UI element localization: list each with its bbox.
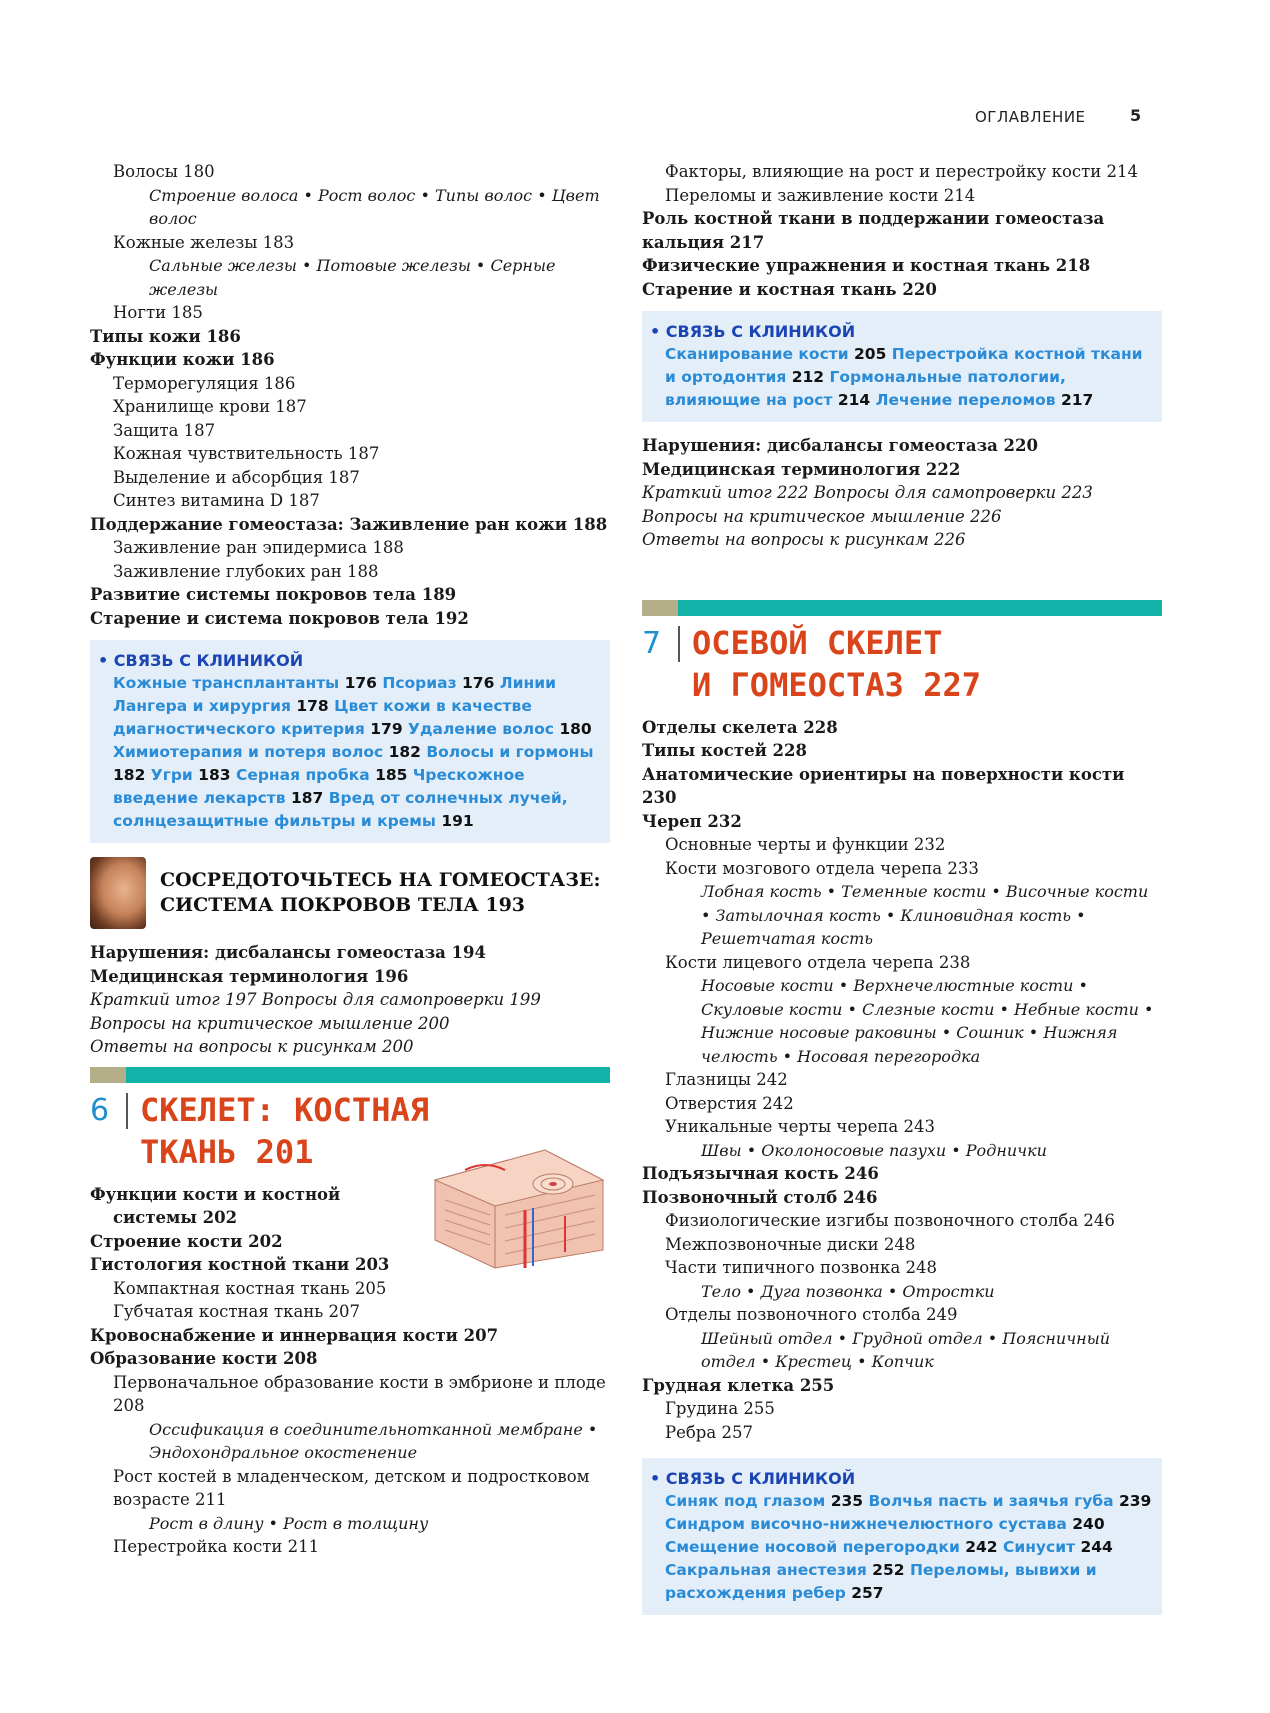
toc-entry: Строение кости 202 <box>90 1231 283 1251</box>
toc-list <box>642 160 1162 301</box>
focus-on-homeostasis <box>90 857 610 929</box>
toc-entry: Хранилище крови 187 <box>113 397 307 416</box>
clinical-connection-items <box>650 1490 1154 1605</box>
toc-entry: Ногти 185 <box>113 303 203 322</box>
clinical-connection-box <box>90 640 610 843</box>
clinical-page: 183 <box>198 766 231 784</box>
toc-entry: Медицинская терминология 222 <box>642 459 961 479</box>
toc-entry: Кости мозгового отдела черепа 233 <box>665 858 979 878</box>
clinical-topic: Синяк под глазом <box>665 1492 831 1510</box>
clinical-topic: Линии Лангера и хирургия <box>113 674 556 715</box>
toc-entry: Уникальные черты черепа 243 <box>665 1117 935 1136</box>
clinical-topic: Синдром височно-нижнечелюстного сустава <box>665 1515 1073 1533</box>
toc-entry: Переломы и заживление кости 214 <box>665 185 976 205</box>
toc-list <box>642 434 1162 552</box>
toc-entry: Функции кости и костной <box>90 1184 341 1204</box>
toc-entry: Развитие системы покровов тела 189 <box>90 585 457 604</box>
toc-entry: Грудная клетка 255 <box>642 1375 835 1395</box>
toc-entry: Факторы, влияющие на рост и перестройку кости 214 <box>665 162 1138 181</box>
toc-entry: Роль костной ткани в поддержании гомеостаза кальция 217 <box>642 209 1105 252</box>
toc-entry: Ребра 257 <box>665 1422 753 1442</box>
clinical-page: 176 <box>462 674 495 692</box>
clinical-page: 212 <box>791 368 825 386</box>
clinical-page: 214 <box>837 391 871 409</box>
toc-list <box>90 941 610 1059</box>
clinical-topic: Лечение переломов <box>875 391 1061 409</box>
toc-entry: Выделение и абсорбция 187 <box>113 467 360 487</box>
toc-entry: Типы костей 228 <box>642 741 807 760</box>
toc-entry: Грудина 255 <box>665 1399 775 1418</box>
clinical-page: 235 <box>830 1492 864 1510</box>
clinical-connection-items <box>650 343 1154 412</box>
face-photo <box>90 857 146 929</box>
chapter-number: 6 <box>90 1092 110 1128</box>
clinical-page: 244 <box>1080 1538 1113 1556</box>
toc-entry: Основные черты и функции 232 <box>665 835 946 854</box>
toc-entry: Первоначальное образование кости в эмбрионе и плоде 208 <box>113 1372 606 1415</box>
left-column <box>90 160 610 1559</box>
toc-entry: Отверстия 242 <box>665 1093 794 1113</box>
toc-entry: Отделы скелета 228 <box>642 717 838 737</box>
toc-entry: Кровоснабжение и иннервация кости 207 <box>90 1325 499 1345</box>
toc-entry: Заживление глубоких ран 188 <box>113 561 379 581</box>
chapter-title-line2: И ГОМЕОСТАЗ 227 <box>692 665 981 704</box>
focus-title-line2: СИСТЕМА ПОКРОВОВ ТЕЛА 193 <box>160 894 526 916</box>
toc-entry: Типы кожи 186 <box>90 326 241 346</box>
toc-entry: Глазницы 242 <box>665 1070 788 1089</box>
toc-subtopics: Швы • Околоносовые пазухи • Роднички <box>701 1140 1047 1160</box>
clinical-page: 240 <box>1072 1515 1105 1533</box>
toc-entry: Ответы на вопросы к рисункам 200 <box>90 1037 414 1056</box>
clinical-page: 187 <box>290 789 324 807</box>
clinical-page: 217 <box>1060 391 1094 409</box>
clinical-topic: Волосы и гормоны <box>426 743 594 761</box>
chapter-heading <box>642 622 1162 706</box>
clinical-topic: Сакральная анестезия <box>665 1561 873 1579</box>
clinical-topic: Сканирование кости <box>665 345 855 363</box>
toc-entry: Образование кости 208 <box>90 1349 318 1368</box>
toc-subtopics: Лобная кость • Теменные кости • Височные кости • Затылочная кость • Клиновидная кость • Решетчатая кость <box>701 882 1149 948</box>
page-number: 5 <box>1130 106 1142 125</box>
toc-subtopics: Рост в длину • Рост в толщину <box>149 1513 429 1533</box>
toc-entry: Кожная чувствительность 187 <box>113 444 380 463</box>
clinical-topic: Чрескожное введение лекарств <box>113 766 525 807</box>
toc-list <box>642 716 1162 1445</box>
toc-subtopics: Оссификация в соединительнотканной мембране • Эндохондральное окостенение <box>149 1419 598 1462</box>
toc-entry: Нарушения: дисбалансы гомеостаза 194 <box>90 943 486 962</box>
toc-entry: системы 202 <box>113 1208 238 1227</box>
toc-entry: Ответы на вопросы к рисункам 226 <box>642 530 966 549</box>
clinical-topic: Удаление волос <box>408 720 560 738</box>
toc-entry: Компактная костная ткань 205 <box>113 1278 387 1298</box>
clinical-connection-title: • СВЯЗЬ С КЛИНИКОЙ <box>650 1469 856 1488</box>
clinical-topic: Вред от солнечных лучей, солнцезащитные фильтры и кремы <box>113 789 568 830</box>
toc-entry: Отделы позвоночного столба 249 <box>665 1305 958 1324</box>
toc-entry: Подъязычная кость 246 <box>642 1164 879 1183</box>
clinical-topic: Перестройка костной ткани и ортодонтия <box>665 345 1143 386</box>
clinical-connection-title: • СВЯЗЬ С КЛИНИКОЙ <box>650 322 856 341</box>
toc-subtopics: Строение волоса • Рост волос • Типы волос • Цвет волос <box>149 185 600 228</box>
chapter-title-line1: ОСЕВОЙ СКЕЛЕТ <box>692 623 943 662</box>
clinical-topic: Волчья пасть и заячья губа <box>868 1492 1119 1510</box>
toc-entry: Перестройка кости 211 <box>113 1537 320 1556</box>
focus-title-line1: СОСРЕДОТОЧЬТЕСЬ НА ГОМЕОСТАЗЕ: <box>160 869 601 891</box>
clinical-connection-box <box>642 1458 1162 1615</box>
toc-entry: Краткий итог 197 Вопросы для самопроверки 199 <box>90 990 541 1009</box>
toc-entry: Волосы 180 <box>113 162 215 181</box>
toc-entry: Защита 187 <box>113 420 216 440</box>
clinical-page: 182 <box>388 743 421 761</box>
toc-entry: Череп 232 <box>642 811 742 831</box>
running-header: ОГЛАВЛЕНИЕ <box>975 108 1086 126</box>
chapter-bar <box>642 600 1162 616</box>
toc-list <box>90 160 610 630</box>
clinical-connection-title: • СВЯЗЬ С КЛИНИКОЙ <box>98 651 304 670</box>
chapter-title-line2: ТКАНЬ 201 <box>140 1132 314 1171</box>
clinical-topic: Псориаз <box>382 674 462 692</box>
toc-subtopics: Носовые кости • Верхнечелюстные кости • Скуловые кости • Слезные кости • Небные кости • Нижние носовые раковины • Сошник • Нижняя челюсть • Носовая перегородка <box>701 976 1154 1066</box>
chapter-title-line1: СКЕЛЕТ: КОСТНАЯ <box>140 1090 429 1129</box>
toc-entry: Функции кожи 186 <box>90 350 275 369</box>
toc-entry: Части типичного позвонка 248 <box>665 1258 938 1277</box>
clinical-page: 242 <box>965 1538 998 1556</box>
clinical-page: 176 <box>344 674 377 692</box>
toc-entry: Старение и система покровов тела 192 <box>90 608 469 628</box>
clinical-topic: Кожные трансплантанты <box>113 674 345 692</box>
toc-entry: Вопросы на критическое мышление 226 <box>642 506 1002 526</box>
toc-entry: Краткий итог 222 Вопросы для самопроверки 223 <box>642 483 1093 502</box>
toc-entry: Анатомические ориентиры на поверхности кости 230 <box>642 764 1125 807</box>
right-column <box>642 160 1162 1627</box>
clinical-topic: Смещение носовой перегородки <box>665 1538 966 1556</box>
clinical-page: 185 <box>375 766 408 784</box>
clinical-connection-box <box>642 311 1162 422</box>
clinical-page: 179 <box>370 720 403 738</box>
clinical-page: 182 <box>113 766 146 784</box>
toc-entry: Нарушения: дисбалансы гомеостаза 220 <box>642 436 1038 455</box>
clinical-page: 191 <box>441 812 474 830</box>
clinical-page: 205 <box>854 345 887 363</box>
toc-entry: Межпозвоночные диски 248 <box>665 1234 916 1254</box>
clinical-connection-items <box>98 672 602 833</box>
toc-subtopics: Шейный отдел • Грудной отдел • Поясничный отдел • Крестец • Копчик <box>701 1328 1111 1371</box>
toc-entry: Заживление ран эпидермиса 188 <box>113 538 404 557</box>
clinical-topic: Химиотерапия и потеря волос <box>113 743 389 761</box>
toc-entry: Поддержание гомеостаза: Заживление ран кожи 188 <box>90 514 608 534</box>
clinical-page: 180 <box>559 720 592 738</box>
clinical-page: 178 <box>296 697 329 715</box>
bone-tissue-illustration <box>425 1140 610 1270</box>
toc-entry: Позвоночный столб 246 <box>642 1187 878 1207</box>
clinical-topic: Цвет кожи в качестве диагностического критерия <box>113 697 532 738</box>
clinical-topic: Угри <box>150 766 199 784</box>
toc-subtopics: Тело • Дуга позвонка • Отростки <box>701 1281 995 1301</box>
toc-subtopics: Сальные железы • Потовые железы • Серные железы <box>149 256 556 299</box>
chapter-number: 7 <box>642 625 662 661</box>
toc-entry: Синтез витамина D 187 <box>113 491 320 510</box>
clinical-topic: Гормональные патологии, влияющие на рост <box>665 368 1066 409</box>
clinical-page: 239 <box>1118 1492 1152 1510</box>
toc-entry: Губчатая костная ткань 207 <box>113 1302 361 1321</box>
toc-entry: Кожные железы 183 <box>113 232 295 252</box>
toc-entry: Физические упражнения и костная ткань 218 <box>642 256 1091 275</box>
toc-entry: Физиологические изгибы позвоночного столба 246 <box>665 1211 1115 1230</box>
clinical-topic: Синусит <box>1002 1538 1081 1556</box>
clinical-page: 252 <box>872 1561 905 1579</box>
toc-entry: Гистология костной ткани 203 <box>90 1255 390 1274</box>
toc-entry: Старение и костная ткань 220 <box>642 279 937 299</box>
toc-entry: Кости лицевого отдела черепа 238 <box>665 952 971 972</box>
chapter-bar <box>90 1067 610 1083</box>
toc-entry: Терморегуляция 186 <box>113 373 296 393</box>
toc-entry: Рост костей в младенческом, детском и подростковом возрасте 211 <box>113 1466 590 1509</box>
clinical-topic: Переломы, вывихи и расхождения ребер <box>665 1561 1097 1602</box>
clinical-topic: Серная пробка <box>235 766 376 784</box>
toc-entry: Медицинская терминология 196 <box>90 966 409 986</box>
clinical-page: 257 <box>851 1584 884 1602</box>
toc-entry: Вопросы на критическое мышление 200 <box>90 1013 450 1033</box>
